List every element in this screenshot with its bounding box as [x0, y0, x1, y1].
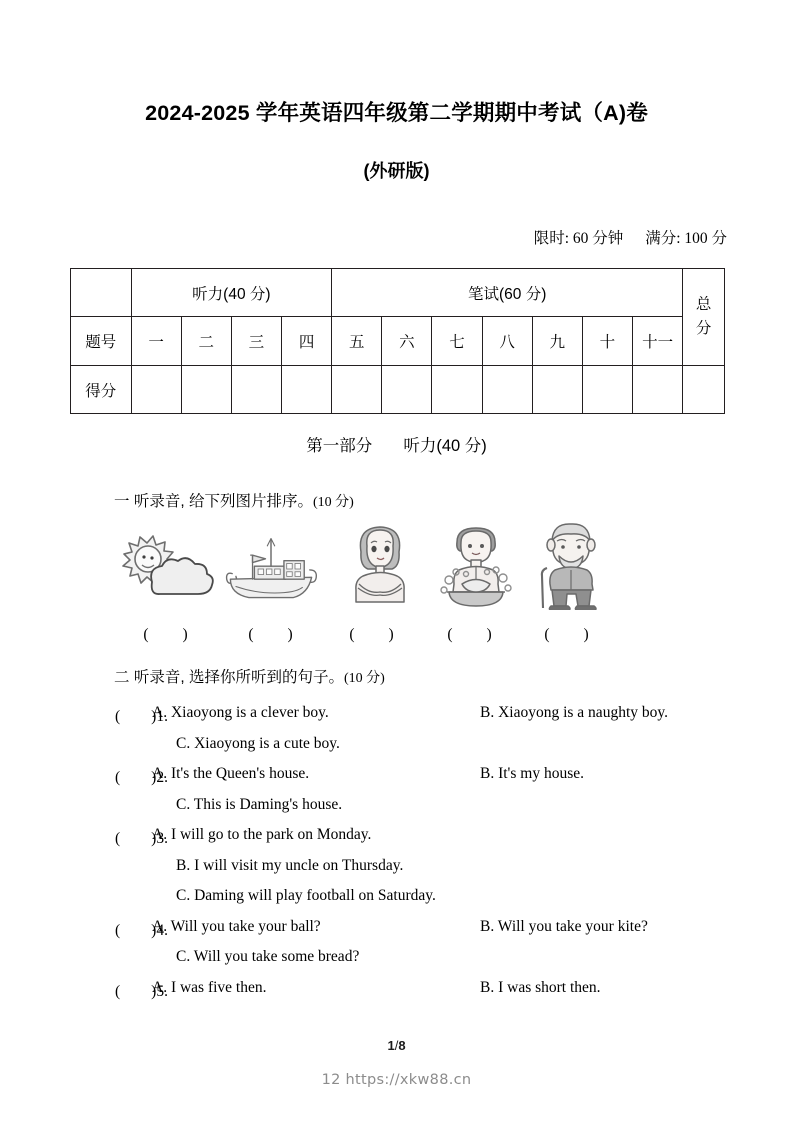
part-one-name: 听力(40 分)	[403, 437, 487, 455]
watermark-text: 12 https://xkw88.cn	[321, 1072, 472, 1088]
section-two-number: 二	[114, 669, 130, 686]
option-b-q2[interactable]: B. It's my house.	[480, 765, 584, 782]
section-two-heading	[114, 665, 385, 687]
page-total: 8	[398, 1038, 406, 1053]
section-two-points: (10 分)	[343, 671, 385, 686]
answer-blank-q4[interactable]: ( )4.	[115, 921, 168, 939]
sailing-ship-icon	[223, 528, 319, 610]
option-b-q4[interactable]: B. Will you take your kite?	[480, 917, 648, 935]
question-row-cont	[0, 887, 793, 918]
score-cell[interactable]	[582, 366, 632, 414]
picture-ordering-row	[118, 518, 618, 613]
section-one-title: 听录音, 给下列图片排序。	[133, 493, 313, 510]
option-a-q4[interactable]: A. Will you take your ball?	[152, 917, 321, 935]
score-cell[interactable]	[131, 366, 181, 414]
picture-blank-4[interactable]: ( )	[447, 626, 493, 643]
full-score-text: 满分: 100 分	[645, 230, 727, 247]
row-label-score: 得分	[71, 366, 132, 414]
table-row-scores	[71, 366, 725, 414]
part-one-label: 第一部分	[306, 437, 373, 455]
answer-blank-q3[interactable]: ( )3.	[115, 830, 168, 847]
table-row-section-headers	[71, 269, 725, 317]
time-limit-text: 限时: 60 分钟	[533, 230, 624, 247]
option-c-q1[interactable]: C. Xiaoyong is a cute boy.	[176, 734, 340, 752]
question-no-cell: 五	[332, 317, 382, 366]
total-header-bottom: 分	[695, 320, 712, 337]
sun-eye-icon	[150, 556, 153, 559]
title-sub-line: (外研版)	[363, 160, 430, 181]
picture-slot-1	[118, 518, 214, 610]
question-row-cont	[0, 735, 793, 766]
option-b-q5[interactable]: B. I was short then.	[480, 978, 601, 996]
question-no-cell: 三	[231, 317, 281, 366]
table-row-question-numbers	[71, 317, 725, 366]
walking-cane-icon	[542, 568, 547, 608]
option-c-q4[interactable]: C. Will you take some bread?	[176, 948, 360, 965]
question-no-cell: 七	[432, 317, 482, 366]
corner-cell-empty	[71, 269, 132, 317]
page-title	[0, 100, 793, 183]
picture-blank-3[interactable]: ( )	[349, 626, 395, 643]
option-a-q2[interactable]: A. It's the Queen's house.	[152, 765, 310, 782]
score-cell[interactable]	[432, 366, 482, 414]
section-one-points: (10 分)	[312, 495, 354, 510]
score-cell[interactable]	[332, 366, 382, 414]
question-row	[0, 704, 793, 735]
answer-blank-q2[interactable]: ( )2.	[115, 769, 168, 786]
question-no-cell: 六	[382, 317, 432, 366]
old-man-with-cane-icon	[537, 520, 603, 610]
listening-question-list	[0, 704, 793, 1009]
question-no-cell: 一	[131, 317, 181, 366]
option-a-q5[interactable]: A. I was five then.	[152, 978, 267, 996]
section-one-heading	[114, 489, 354, 511]
boy-washing-clothes-icon	[439, 522, 513, 610]
page-number	[0, 1038, 793, 1053]
listening-header-cell: 听力(40 分)	[131, 269, 332, 317]
boy-face-icon	[461, 531, 491, 563]
picture-answer-blanks	[118, 622, 618, 644]
score-cell[interactable]	[632, 366, 682, 414]
exam-limits	[0, 226, 727, 248]
old-man-trousers-icon	[552, 590, 591, 606]
sun-behind-cloud-icon	[118, 530, 214, 610]
total-score-cell[interactable]	[683, 366, 725, 414]
total-header-cell	[683, 269, 725, 366]
question-row	[0, 765, 793, 796]
question-row-cont	[0, 796, 793, 827]
score-table	[70, 268, 725, 414]
score-cell[interactable]	[532, 366, 582, 414]
question-no-cell: 二	[181, 317, 231, 366]
section-one-number: 一	[114, 493, 130, 510]
option-a-q3[interactable]: A. I will go to the park on Monday.	[152, 826, 372, 843]
score-cell[interactable]	[282, 366, 332, 414]
page-separator: /	[394, 1038, 399, 1053]
picture-slot-4	[428, 518, 524, 610]
question-no-cell: 八	[482, 317, 532, 366]
question-row-cont	[0, 948, 793, 979]
picture-blank-5[interactable]: ( )	[544, 626, 590, 643]
total-header-top: 总	[695, 295, 712, 313]
score-cell[interactable]	[181, 366, 231, 414]
question-no-cell: 四	[282, 317, 332, 366]
row-label-question-no: 题号	[71, 317, 132, 366]
picture-blank-1[interactable]: ( )	[143, 626, 189, 643]
question-row	[0, 826, 793, 857]
answer-blank-q1[interactable]: ( )1.	[115, 708, 168, 725]
section-two-title: 听录音, 选择你所听到的句子。	[133, 669, 344, 686]
page-current: 1	[387, 1038, 395, 1053]
picture-slot-2	[223, 518, 319, 610]
question-no-cell: 十一	[632, 317, 682, 366]
question-row-cont	[0, 857, 793, 888]
question-no-cell: 九	[532, 317, 582, 366]
option-c-q3[interactable]: C. Daming will play football on Saturday.	[176, 887, 436, 904]
score-cell[interactable]	[382, 366, 432, 414]
score-cell[interactable]	[231, 366, 281, 414]
option-b-q1[interactable]: B. Xiaoyong is a naughty boy.	[480, 704, 668, 721]
answer-blank-q5[interactable]: ( )5.	[115, 982, 168, 1000]
question-no-cell: 十	[582, 317, 632, 366]
option-c-q2[interactable]: C. This is Daming's house.	[176, 795, 343, 813]
written-header-cell: 笔试(60 分)	[332, 269, 683, 317]
girl-arms-crossed-icon	[349, 522, 411, 610]
question-row	[0, 979, 793, 1010]
wash-basin-icon	[449, 592, 503, 606]
option-a-q1[interactable]: A. Xiaoyong is a clever boy.	[152, 704, 329, 721]
picture-slot-3	[332, 518, 428, 610]
picture-blank-2[interactable]: ( )	[248, 626, 294, 643]
part-one-heading	[0, 432, 793, 456]
score-cell[interactable]	[482, 366, 532, 414]
question-row	[0, 918, 793, 949]
picture-slot-5	[522, 518, 618, 610]
sun-eye-icon	[142, 555, 145, 558]
title-main-line: 2024-2025 学年英语四年级第二学期期中考试（A)卷	[145, 101, 648, 125]
option-b-q3[interactable]: B. I will visit my uncle on Thursday.	[176, 856, 404, 874]
